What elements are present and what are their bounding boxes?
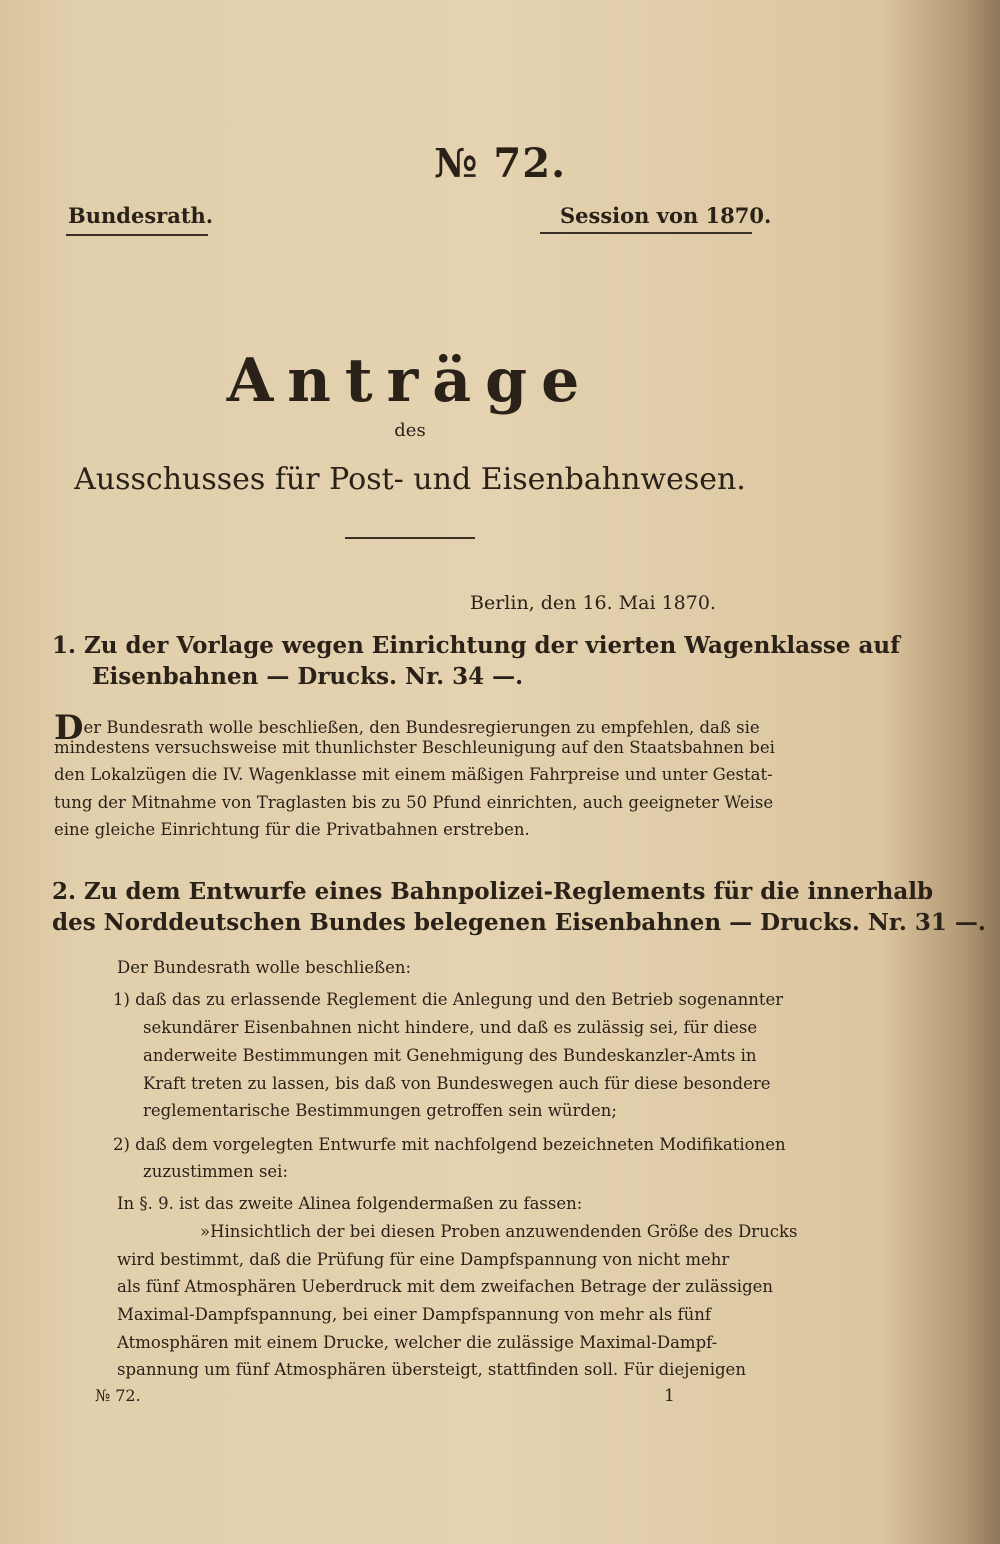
section1-heading-line2: Eisenbahnen — Drucks. Nr. 34 —.	[92, 663, 524, 690]
item1-line2: sekundärer Eisenbahnen nicht hindere, und daß es zulässig sei, für diese	[143, 1018, 758, 1037]
section2-para: In §. 9. ist das zweite Alinea folgendermaßen zu fassen:	[117, 1194, 583, 1213]
quote-line6: spannung um fünf Atmosphären übersteigt, stattfinden soll. Für diejenigen	[117, 1360, 746, 1379]
item1-line5: reglementarische Bestimmungen getroffen sein würden;	[143, 1101, 617, 1120]
page-number: 1	[664, 1386, 675, 1406]
document-number: № 72.	[434, 140, 566, 187]
dateline: Berlin, den 16. Mai 1870.	[470, 592, 716, 614]
title-des: des	[394, 420, 426, 441]
quote-line5: Atmosphären mit einem Drucke, welcher die zulässige Maximal-Dampf-	[117, 1333, 718, 1352]
section1-line5: eine gleiche Einrichtung für die Privatbahnen erstreben.	[54, 820, 530, 839]
item2-line1: 2) daß dem vorgelegten Entwurfe mit nachfolgend bezeichneten Modifikationen	[113, 1135, 786, 1154]
item1-line3: anderweite Bestimmungen mit Genehmigung des Bundeskanzler-Amts in	[143, 1046, 757, 1065]
dropcap: D	[54, 708, 84, 748]
section1-line2: mindestens versuchsweise mit thunlichster Beschleunigung auf den Staatsbahnen bei	[54, 738, 775, 757]
section1-line3: den Lokalzügen die IV. Wagenklasse mit einem mäßigen Fahrpreise und unter Gestat-	[54, 765, 773, 784]
quote-line2: wird bestimmt, daß die Prüfung für eine Dampfspannung von nicht mehr	[117, 1250, 730, 1269]
sub-title: Ausschusses für Post- und Eisenbahnwesen.	[74, 462, 746, 497]
section2-heading-line1: 2. Zu dem Entwurfe eines Bahnpolizei-Reglements für die innerhalb	[52, 878, 934, 905]
item2-line2: zuzustimmen sei:	[143, 1162, 289, 1181]
quote-line1: »Hinsichtlich der bei diesen Proben anzuwendenden Größe des Drucks	[200, 1222, 798, 1241]
section2-intro: Der Bundesrath wolle beschließen:	[117, 958, 412, 977]
header-right: Session von 1870.	[560, 203, 772, 228]
title-rule	[345, 537, 475, 539]
item1-line4: Kraft treten zu lassen, bis daß von Bundeswegen auch für diese besondere	[143, 1074, 771, 1093]
header-left: Bundesrath.	[68, 203, 214, 228]
quote-line4: Maximal-Dampfspannung, bei einer Dampfspannung von mehr als fünf	[117, 1305, 712, 1324]
item1-line1: 1) daß das zu erlassende Reglement die Anlegung und den Betrieb sogenannter	[113, 990, 784, 1009]
header-right-rule	[540, 232, 752, 234]
section1-line4: tung der Mitnahme von Traglasten bis zu 50 Pfund einrichten, auch geeigneter Weise	[54, 793, 774, 812]
section1-heading-line1: 1. Zu der Vorlage wegen Einrichtung der vierten Wagenklasse auf	[52, 632, 901, 659]
section2-heading-line2: des Norddeutschen Bundes belegenen Eisenbahnen — Drucks. Nr. 31 —.	[52, 909, 986, 936]
quote-line3: als fünf Atmosphären Ueberdruck mit dem zweifachen Betrage der zulässigen	[117, 1277, 774, 1296]
header-left-rule	[66, 234, 208, 236]
main-title: Anträge	[226, 346, 594, 416]
section1-line1-text: er Bundesrath wolle beschließen, den Bundesregierungen zu empfehlen, daß sie	[83, 718, 760, 737]
footer-document-number: № 72.	[95, 1386, 141, 1405]
